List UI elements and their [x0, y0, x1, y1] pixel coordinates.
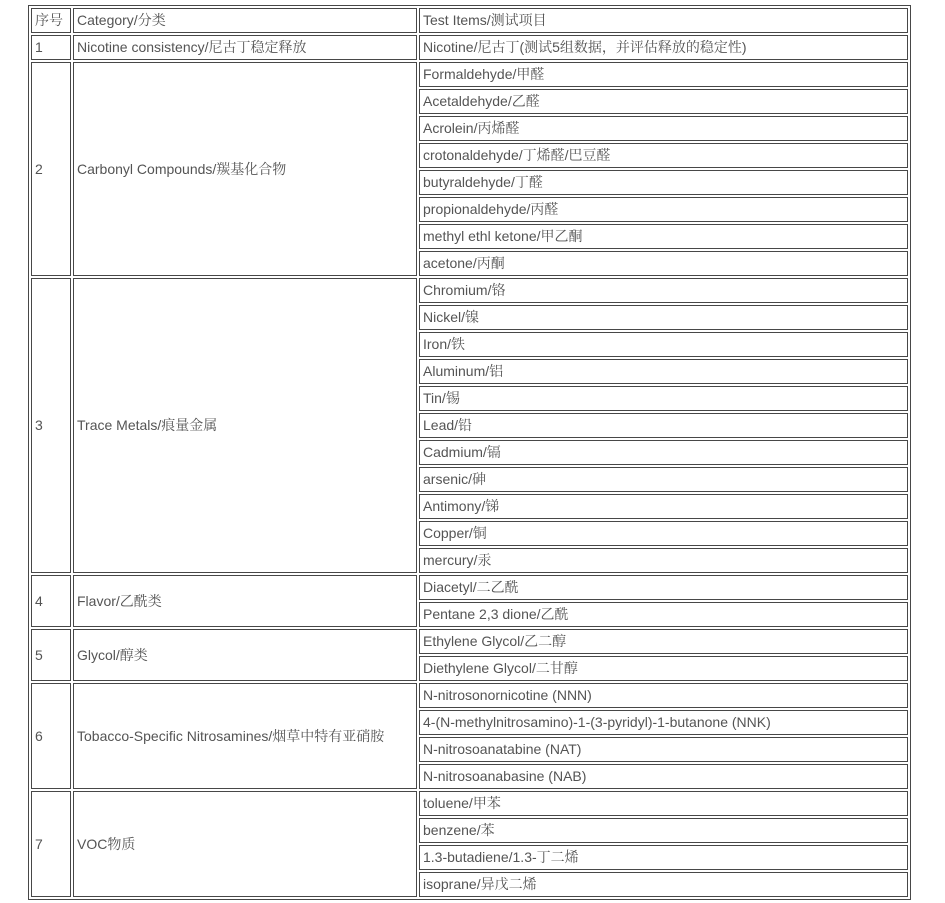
test-item-cell: 1.3-butadiene/1.3-丁二烯 [419, 845, 908, 870]
category-cell: Glycol/醇类 [73, 629, 417, 681]
test-item-cell: isoprane/异戊二烯 [419, 872, 908, 897]
table-row [31, 35, 908, 60]
test-item-cell: propionaldehyde/丙醛 [419, 197, 908, 222]
test-item-cell: toluene/甲苯 [419, 791, 908, 816]
category-cell: VOC物质 [73, 791, 417, 897]
test-item-cell: Cadmium/镉 [419, 440, 908, 465]
category-cell: Flavor/乙酰类 [73, 575, 417, 627]
test-item-cell: crotonaldehyde/丁烯醛/巴豆醛 [419, 143, 908, 168]
table-row [31, 683, 908, 708]
test-item-cell: N-nitrosoanatabine (NAT) [419, 737, 908, 762]
header-cell-test-items: Test Items/测试项目 [419, 8, 908, 33]
row-number-cell: 3 [31, 278, 71, 573]
test-item-cell: Nickel/镍 [419, 305, 908, 330]
test-item-cell: Ethylene Glycol/乙二醇 [419, 629, 908, 654]
test-item-cell: Iron/铁 [419, 332, 908, 357]
test-item-cell: mercury/汞 [419, 548, 908, 573]
table-row [31, 629, 908, 654]
test-item-cell: Lead/铅 [419, 413, 908, 438]
test-item-cell: 4-(N-methylnitrosamino)-1-(3-pyridyl)-1-butanone (NNK) [419, 710, 908, 735]
row-number-cell: 2 [31, 62, 71, 276]
row-number-cell: 5 [31, 629, 71, 681]
test-items-table [28, 5, 911, 900]
table-row [31, 62, 908, 87]
row-number-cell: 7 [31, 791, 71, 897]
row-number-cell: 4 [31, 575, 71, 627]
category-cell: Trace Metals/痕量金属 [73, 278, 417, 573]
test-item-cell: Acetaldehyde/乙醛 [419, 89, 908, 114]
test-item-cell: Acrolein/丙烯醛 [419, 116, 908, 141]
test-item-cell: methyl ethl ketone/甲乙酮 [419, 224, 908, 249]
header-cell-category: Category/分类 [73, 8, 417, 33]
test-item-cell: acetone/丙酮 [419, 251, 908, 276]
test-item-cell: Nicotine/尼古丁(测试5组数据，并评估释放的稳定性) [419, 35, 908, 60]
category-cell: Carbonyl Compounds/羰基化合物 [73, 62, 417, 276]
test-table-body [31, 8, 908, 897]
table-row [31, 278, 908, 303]
header-cell-number: 序号 [31, 8, 71, 33]
table-row [31, 575, 908, 600]
table-header-row [31, 8, 908, 33]
test-item-cell: benzene/苯 [419, 818, 908, 843]
test-items-table-container [28, 5, 911, 900]
test-item-cell: Tin/锡 [419, 386, 908, 411]
row-number-cell: 1 [31, 35, 71, 60]
category-cell: Nicotine consistency/尼古丁稳定释放 [73, 35, 417, 60]
table-row [31, 791, 908, 816]
test-item-cell: Diethylene Glycol/二甘醇 [419, 656, 908, 681]
test-item-cell: Chromium/铬 [419, 278, 908, 303]
test-item-cell: Pentane 2,3 dione/乙酰 [419, 602, 908, 627]
test-item-cell: N-nitrosonornicotine (NNN) [419, 683, 908, 708]
test-item-cell: Aluminum/铝 [419, 359, 908, 384]
row-number-cell: 6 [31, 683, 71, 789]
test-item-cell: butyraldehyde/丁醛 [419, 170, 908, 195]
test-item-cell: N-nitrosoanabasine (NAB) [419, 764, 908, 789]
test-item-cell: arsenic/砷 [419, 467, 908, 492]
test-item-cell: Copper/铜 [419, 521, 908, 546]
test-item-cell: Antimony/锑 [419, 494, 908, 519]
category-cell: Tobacco-Specific Nitrosamines/烟草中特有亚硝胺 [73, 683, 417, 789]
test-item-cell: Diacetyl/二乙酰 [419, 575, 908, 600]
test-item-cell: Formaldehyde/甲醛 [419, 62, 908, 87]
